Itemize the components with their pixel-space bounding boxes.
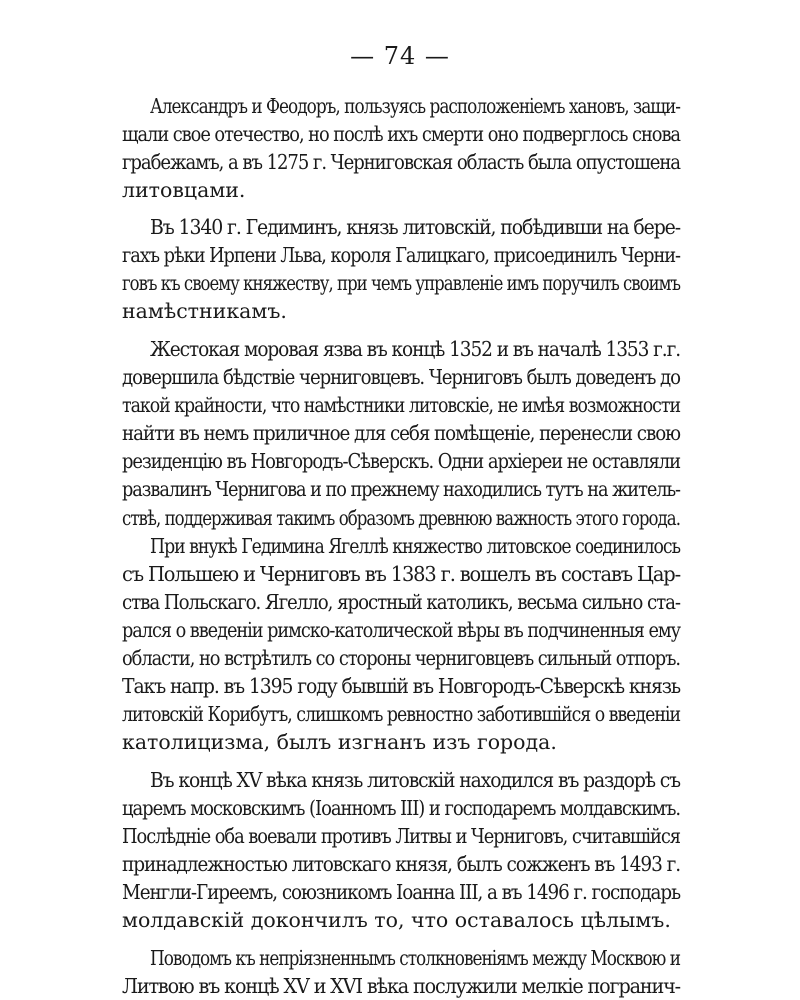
text-line: области, но встрѣтилъ со стороны черниговцевъ сильный отпоръ. (122, 646, 680, 670)
text-line: довершила бѣдствіе черниговцевъ. Черниговъ былъ доведенъ до (122, 365, 680, 389)
page-number: — 74 — (350, 42, 450, 70)
text-line: Жестокая моровая язва въ концѣ 1352 и въ началѣ 1353 г.г. (150, 337, 680, 361)
text-line: Такъ напр. въ 1395 году бывшій въ Новгородъ-Сѣверскѣ князь (122, 674, 680, 698)
text-line: такой крайности, что намѣстники литовскіе, не имѣя возможности (122, 393, 680, 417)
text-line: ства Польскаго. Ягелло, яростный католикъ, весьма сильно ста- (122, 590, 680, 614)
text-line: найти въ немъ приличное для себя помѣщеніе, перенесли свою (122, 421, 680, 445)
text-line: рался о введеніи римско-католической вѣры въ подчиненныя ему (122, 618, 680, 642)
text-line: намѣстникамъ. (122, 299, 287, 323)
text-line: резиденцію въ Новгородъ-Сѣверскъ. Одни архіереи не оставляли (122, 449, 680, 473)
text-line: развалинъ Чернигова и по прежнему находились тутъ на житель- (122, 477, 680, 501)
text-line: царемъ московскимъ (Іоанномъ III) и господаремъ молдавскимъ. (122, 796, 680, 820)
text-line: литовскій Корибутъ, слишкомъ ревностно заботившійся о введеніи (122, 702, 680, 726)
text-line: Александръ и Феодоръ, пользуясь расположеніемъ хановъ, защи- (150, 94, 680, 118)
text-line: Въ концѣ XV вѣка князь литовскій находился въ раздорѣ съ (150, 768, 680, 792)
text-line: съ Польшею и Черниговъ въ 1383 г. вошелъ въ составъ Цар- (122, 562, 680, 586)
text-line: литовцами. (122, 178, 246, 202)
text-line: говъ къ своему княжеству, при чемъ управленіе имъ поручилъ своимъ (122, 271, 680, 295)
text-line: ствѣ, поддерживая такимъ образомъ древнюю важность этого города. (122, 506, 680, 530)
text-line: При внукѣ Гедимина Ягеллѣ княжество литовское соединилось (150, 534, 680, 558)
text-line: гахъ рѣки Ирпени Льва, короля Галицкаго, присоединилъ Черни- (122, 243, 680, 267)
text-line: грабежамъ, а въ 1275 г. Черниговская область была опустошена (122, 150, 680, 174)
text-line: Менгли-Гиреемъ, союзникомъ Іоанна III, а въ 1496 г. господарь (122, 880, 680, 904)
text-line: Въ 1340 г. Гедиминъ, князь литовскій, побѣдивши на бере- (150, 215, 680, 239)
text-line: молдавскій докончилъ то, что оставалось цѣлымъ. (122, 908, 671, 932)
text-line: щали свое отечество, но послѣ ихъ смерти оно подверглось снова (122, 122, 680, 146)
text-line: Послѣдніе оба воевали противъ Литвы и Черниговъ, считавшійся (122, 824, 680, 848)
text-line: принадлежностью литовскаго князя, былъ сожженъ въ 1493 г. (122, 852, 680, 876)
text-line: католицизма, былъ изгнанъ изъ города. (122, 730, 557, 754)
text-line: Поводомъ къ непріязненнымъ столкновеніямъ между Москвою и (150, 946, 680, 970)
text-line: Литвою въ концѣ XV и XVI вѣка послужили мелкіе погранич- (122, 974, 680, 998)
